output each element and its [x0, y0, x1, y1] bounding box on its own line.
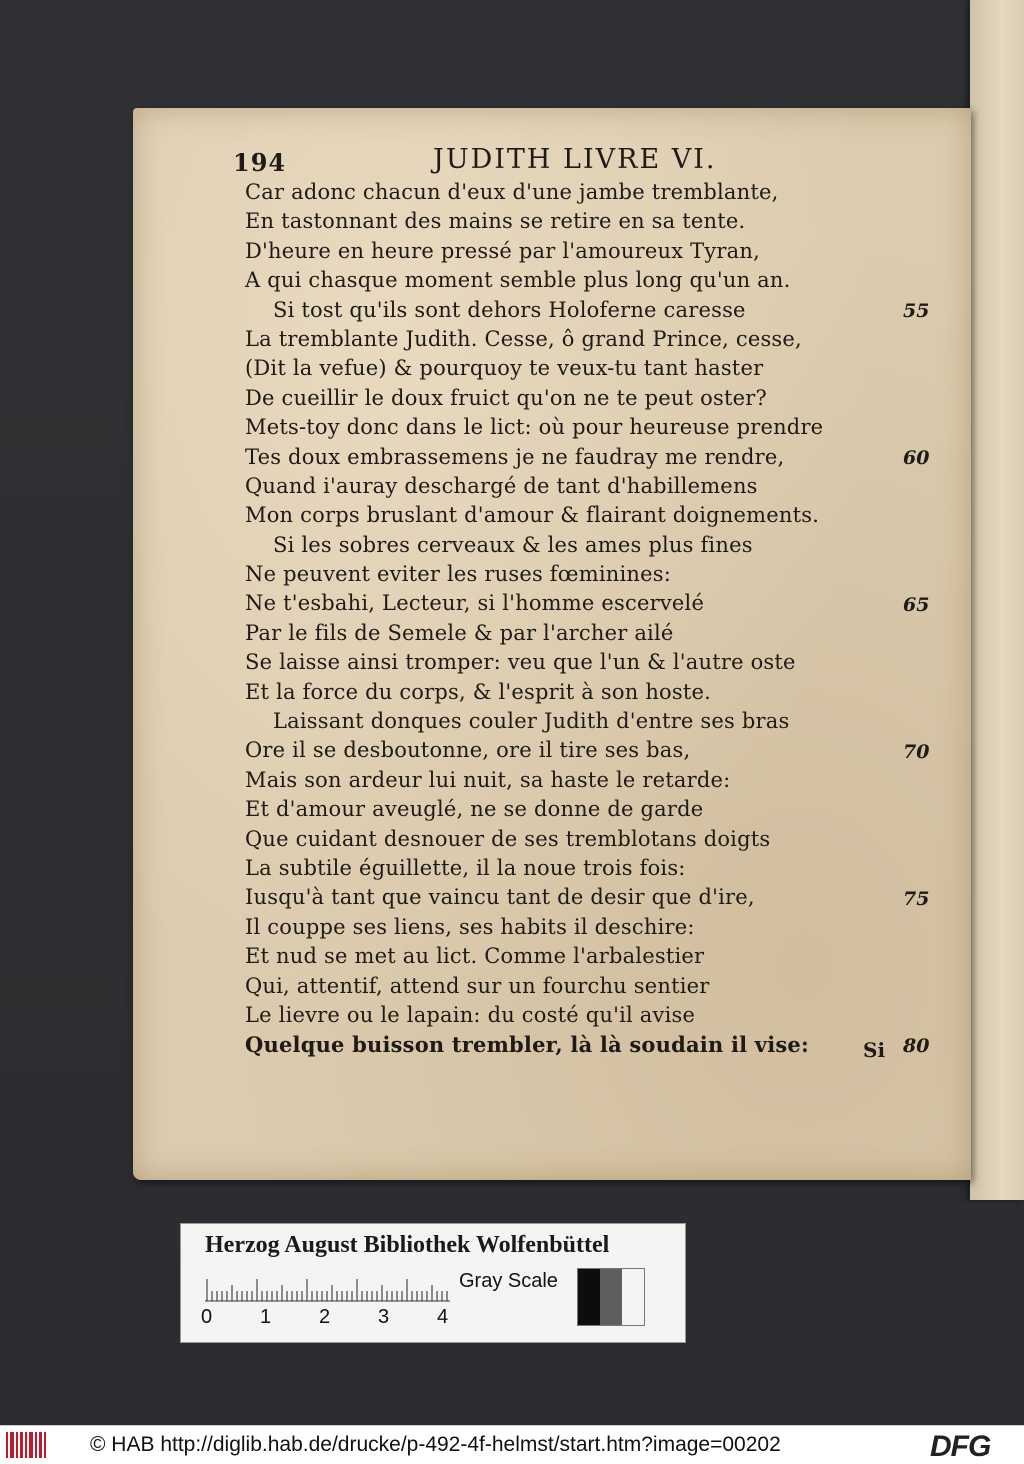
verse-line: D'heure en heure pressé par l'amoureux Tyran,	[245, 238, 760, 263]
verse-line: Qui, attentif, attend sur un fourchu sentier	[245, 973, 710, 998]
line-number: 65	[903, 593, 930, 616]
running-head: JUDITH LIVRE VI.	[433, 144, 717, 175]
gray-swatch	[578, 1269, 600, 1325]
verse-line: La tremblante Judith. Cesse, ô grand Prince, cesse,	[245, 326, 802, 351]
verse-line: La subtile éguillette, il la noue trois fois:	[245, 855, 686, 880]
gray-scale-label: Gray Scale	[459, 1270, 558, 1292]
facing-page-edge	[970, 0, 1024, 1200]
dfg-logo: DFG	[930, 1430, 991, 1463]
verse-line: Tes doux embrassemens je ne faudray me rendre,	[245, 444, 785, 469]
verse-line: De cueillir le doux fruict qu'on ne te peut oster?	[245, 385, 767, 410]
verse-block	[245, 178, 845, 1060]
verse-line: Iusqu'à tant que vaincu tant de desir que d'ire,	[245, 885, 755, 910]
ruler-label: 2	[319, 1306, 331, 1328]
ruler-label: 0	[201, 1306, 213, 1328]
ruler-label: 4	[437, 1306, 449, 1328]
ruler-label: 1	[260, 1306, 272, 1328]
verse-line: A qui chasque moment semble plus long qu'un an.	[245, 268, 791, 293]
ruler-label: 3	[378, 1306, 390, 1328]
ruler-labels	[201, 1306, 461, 1330]
library-name: Herzog August Bibliothek Wolfenbüttel	[205, 1232, 610, 1258]
verse-line: Et la force du corps, & l'esprit à son hoste.	[245, 679, 712, 704]
gray-swatch	[622, 1269, 644, 1325]
verse-line: Se laisse ainsi tromper: veu que l'un & l'autre oste	[245, 650, 796, 675]
footer-bar	[0, 1425, 1024, 1464]
gray-swatches	[577, 1268, 645, 1326]
verse-line: Mets-toy donc dans le lict: où pour heureuse prendre	[245, 415, 824, 440]
verse-line: Laissant donques couler Judith d'entre ses bras	[273, 709, 790, 734]
line-number: 55	[903, 299, 930, 322]
line-number: 75	[903, 887, 930, 910]
verse-line: Et d'amour aveuglé, ne se donne de garde	[245, 797, 704, 822]
ruler	[205, 1272, 450, 1302]
verse-line: Ne t'esbahi, Lecteur, si l'homme escervelé	[245, 591, 705, 616]
verse-line: Car adonc chacun d'eux d'une jambe tremblante,	[245, 180, 779, 204]
verse-line: Le lievre ou le lapain: du costé qu'il avise	[245, 1002, 696, 1027]
verse-line: Et nud se met au lict. Comme l'arbalestier	[245, 944, 705, 969]
page-number: 194	[233, 148, 287, 177]
verse-line: Mon corps bruslant d'amour & flairant doignements.	[245, 503, 820, 528]
verse-line: Quelque buisson trembler, là là soudain il vise:	[245, 1032, 809, 1058]
line-number: 60	[903, 446, 930, 469]
verse-line: Mais son ardeur lui nuit, sa haste le retarde:	[245, 767, 731, 792]
book-page	[133, 108, 971, 1180]
hab-barcode-icon	[6, 1432, 48, 1458]
verse-line: (Dit la vefue) & pourquoy te veux-tu tant haster	[245, 356, 764, 381]
copyright-link[interactable]: © HAB http://diglib.hab.de/drucke/p-492-4f-helmst/start.htm?image=00202	[90, 1433, 781, 1456]
verse-line: Que cuidant desnouer de ses tremblotans doigts	[245, 826, 771, 851]
color-scale-card	[180, 1223, 686, 1343]
verse-line: Si tost qu'ils sont dehors Holoferne caresse	[273, 297, 746, 322]
verse-line: En tastonnant des mains se retire en sa tente.	[245, 209, 746, 234]
verse-line: Ne peuvent eviter les ruses fœminines:	[245, 562, 672, 587]
verse-line: Ore il se desboutonne, ore il tire ses bas,	[245, 738, 691, 763]
verse-line: Il couppe ses liens, ses habits il deschire:	[245, 914, 695, 939]
line-number: 80	[903, 1034, 930, 1057]
verse-line: Par le fils de Semele & par l'archer ailé	[245, 620, 674, 645]
verse-line: Quand i'auray deschargé de tant d'habillemens	[245, 473, 758, 498]
line-number: 70	[903, 740, 930, 763]
catchword: Si	[863, 1038, 886, 1062]
gray-swatch	[600, 1269, 622, 1325]
verse-line: Si les sobres cerveaux & les ames plus fines	[273, 532, 753, 557]
